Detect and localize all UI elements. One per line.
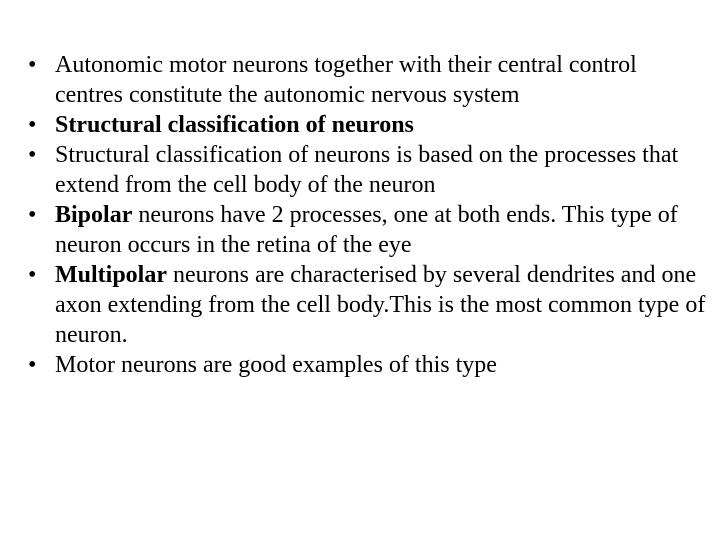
bullet-item-structural-classification-heading: [28, 110, 708, 140]
bullet-item-multipolar-neurons: [28, 260, 708, 350]
bullet-dot-icon: •: [28, 262, 37, 288]
bullet-text: neurons have 2 processes, one at both ends. This type of neuron occurs in the retina of the eye: [55, 202, 678, 258]
bullet-dot-icon: •: [28, 112, 37, 138]
bullet-dot-icon: •: [28, 52, 37, 78]
section-heading: Structural classification of neurons: [55, 112, 414, 138]
bullet-list: [28, 50, 708, 380]
bullet-text: Structural classification of neurons is based on the processes that extend from the cell body of the neuron: [55, 142, 679, 198]
bullet-text: neurons are characterised by several dendrites and one axon extending from the cell body.This is the most common type of neuron.: [55, 262, 706, 348]
bullet-item-structural-classification-basis: [28, 140, 708, 200]
bullet-dot-icon: •: [28, 142, 37, 168]
bullet-text: Autonomic motor neurons together with their central control centres constitute the autonomic nervous system: [55, 52, 637, 108]
bullet-item-autonomic-motor-neurons: [28, 50, 708, 110]
bullet-dot-icon: •: [28, 352, 37, 378]
bipolar-term: Bipolar: [55, 202, 133, 228]
bullet-item-bipolar-neurons: [28, 200, 708, 260]
bullet-item-motor-neurons-example: [28, 350, 708, 380]
multipolar-term: Multipolar: [55, 262, 167, 288]
bullet-dot-icon: •: [28, 202, 37, 228]
bullet-text: Motor neurons are good examples of this type: [55, 352, 497, 378]
